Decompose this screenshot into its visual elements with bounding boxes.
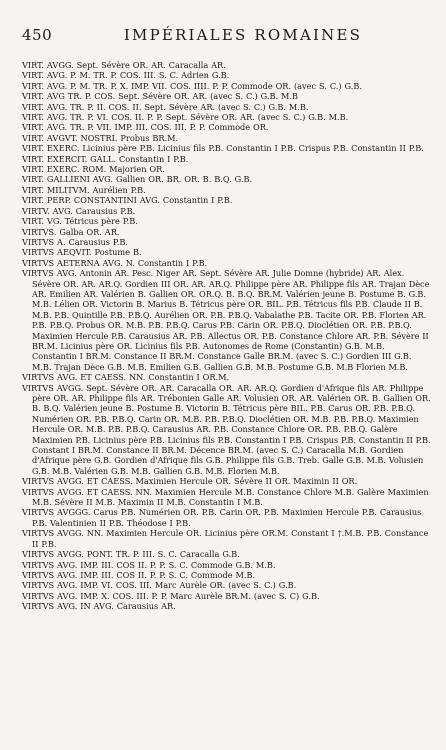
legend-entry: VIRT. AVG. P. M. TR. P. X. IMP. VII. COS. IIII. P. P. Commode OR. (avec S. C.) G.B. [22, 80, 362, 91]
legend-entry: VIRTVS A. Carausius P.B. [22, 236, 128, 247]
page-header [22, 26, 424, 46]
legend-entry: VIRT. AVG. TR. P. VII. IMP. III. COS. III. P. P. Commode OR. [22, 122, 269, 133]
legend-entry: VIRT. GALLIENI AVG. Gallien OR. BR. OR. B. B.Q. G.B. [22, 174, 253, 185]
legend-entry: VIRTVS AVGGG. Carus P.B. Numérien OR. P.B. Carin OR. P.B. Maximien Hercule P.B. Carausius P.B. Valentinien II P.B. Théodose I P.B. [22, 507, 422, 528]
legend-entry: VIRTVS AVG. IN AVG. Carausius AR. [22, 601, 176, 612]
legend-entry: VIRTVS AVGG. Sept. Sévère OR. AR. Caracalla OR. AR. AR.Q. Gordien d'Afrique fils AR. Philippe père OR. AR. Philippe fils AR. Trébonien Galle AR. Volusien OR. AR. Valérien OR. B. Gallien OR. B. B.Q. Valérien jeune B. Postume B. Victorin B. Tétricus père BIL. P.B. Carus OR. P.B. P.B.Q. Numérien OR. P.B. P.B.Q. Carin OR. M.B. P.B. P.B.Q. Dioclétien OR. M.B. P.B. P.B.Q. Maximien Hercule OR. M.B. P.B. P.B.Q. Carausius AR. P.B. Constance Chlore OR. P.B. P.B.Q. Galère Maximien P.B. Licinius père P.B. Licinius fils P.B. Constantin I P.B. Crispus P.B. Constantin II P.B. Constant I BR.M. Constance II BR.M. Décence BR.M. (avec S. C.) Caracalla M.B. Gordien d'Afrique père G.B. Gordien d'Afrique fils G.B. Philippe fils G.B. Treb. Galle G.B. M.B. Volusien G.B. M.B. Valérien G.B. M.B. Gallien G.B. M.B. Florien M.B. [22, 382, 431, 476]
legend-entries-list [22, 60, 432, 612]
legend-entry: VIRT. MILITVM. Aurélien P.B. [22, 184, 146, 195]
legend-entry: VIRT. AVGVT. NOSTRI. Probus BR.M. [22, 132, 179, 143]
page-number: 450 [22, 26, 53, 44]
legend-entry: VIRTVS. Galba OR. AR. [22, 226, 120, 237]
legend-entry: VIRTVS AETERNA AVG. N. Constantin I P.B. [22, 257, 208, 268]
legend-entry: VIRTVS AEQVIT. Postume B. [22, 247, 142, 258]
legend-entry: VIRT. AVGG. Sept. Sévère OR. AR. Caracalla AR. [22, 60, 226, 70]
legend-entry: VIRTVS AVG. IMP. VI. COS. III. Marc Aurèle OR. (avec S. C.) G.B. [22, 580, 297, 591]
legend-entry: VIRT. AVG. P. M. TR. P. COS. III. S. C. Adrien G.B. [22, 70, 230, 81]
legend-entry: VIRT. AVG. TR. P. VI. COS. II. P. P. Sept. Sévère OR. AR. (avec S. C.) G.B. M.B. [22, 112, 349, 123]
legend-entry: VIRT. EXERC. Licinius père P.B. Licinius fils P.B. Constantin I P.B. Crispus P.B. Constantin II P.B. [22, 143, 424, 154]
legend-entry: VIRT. EXERCIT. GALL. Constantin I P.B. [22, 153, 189, 164]
legend-entry: VIRT. AVG. TR. P. II. COS. II. Sept. Sévère AR. (avec S. C.) G.B. M.B. [22, 101, 309, 112]
legend-entry: VIRT. PERP. CONSTANTINI AVG. Constantin I P.B. [22, 195, 233, 206]
legend-entry: VIRTVS AVG. IMP. X. COS. III. P. P. Marc Aurèle BR.M. (avec S. C) G.B. [22, 590, 320, 601]
legend-entry: VIRTV. AVG. Carausius P.B. [22, 205, 136, 216]
running-title: IMPÉRIALES ROMAINES [123, 26, 363, 44]
legend-entry: VIRT. EXERC. ROM. Majorien OR. [22, 164, 165, 175]
legend-entry: VIRTVS AVGG. ET CAESS. NN. Maximien Hercule M.B. Constance Chlore M.B. Galère Maximien M.B. Sévère II M.B. Maximin II M.B. Constantin I M.B. [22, 486, 429, 508]
legend-entry: VIRTVS AVG. IMP. III. COS II. P. P. S. C. Commode G.B. M.B. [22, 559, 276, 570]
legend-entry: VIRTVS AVGG. ET CAESS. Maximien Hercule OR. Sévère II OR. Maximin II OR. [22, 476, 358, 487]
legend-entry: VIRTVS AVGG. PONT. TR. P. III. S. C. Caracalla G.B. [22, 549, 240, 560]
legend-entry: VIRTVS AVG. ET CAESS. NN. Constantin I OR.M. [22, 372, 230, 383]
legend-entry: VIRTVS AVG. Antonin AR. Pesc. Niger AR. Sept. Sévère AR. Julie Domne (hybride) AR. Alex. Sévère OR. AR. AR.Q. Gordien III OR. AR. AR.Q. Philippe père AR. Philippe fils AR. Trajan Dèce AR. Emilien AR. Valérien B. Gallien OR. OR.Q. B. B.Q. BR.M. Valérien jeune B. Postume B. G.B. M.B. Lélien OR. Victorin B. Marius B. Tétricus père OR. BIL. P.B. Tétricus fils P.B. Claude II B. M.B. P.B. Quintille P.B. P.B.Q. Aurélien OR. P.B. P.B.Q. Vabalathe P.B. Tacite OR. P.B. Florien AR. P.B. P.B.Q. Probus OR. M.B. P.B. P.B.Q. Carus P.B. Carin OR. P.B.Q. Dioclétien OR. P.B. P.B.Q. Maximien Hercule P.B. Carausius AR. P.B. Allectus OR. P.B. Constance Chlore AR. P.B. Sévère II BR.M. Licinius père OR. Licinius fils P.B. Autonomes de Rome (Constantin) G.B. M.B. Constantin I BR.M. Constance II BR.M. Constance Galle BR.M. (avec S. C.) Gordien III G.B. M.B. Trajan Dèce G.B. M.B. Emilien G.B. Gallien G.B. M.B. Postume G.B. M.B Florien M.B. [22, 268, 430, 372]
legend-entry: VIRTVS AVG. IMP. III. COS II. P. P. S. C. Commode M.B. [22, 569, 256, 580]
legend-entry: VIRT. AVG TR. P. COS. Sept. Sévère OR. AR. (avec S. C.) G.B. M.B [22, 91, 299, 102]
legend-entry: VIRTVS AVGG. NN. Maximien Hercule OR. Licinius père OR.M. Constant I †.M.B. P.B. Constance II P.B. [22, 528, 429, 549]
legend-entry: VIRT. VG. Tétricus père P.B. [22, 216, 138, 227]
